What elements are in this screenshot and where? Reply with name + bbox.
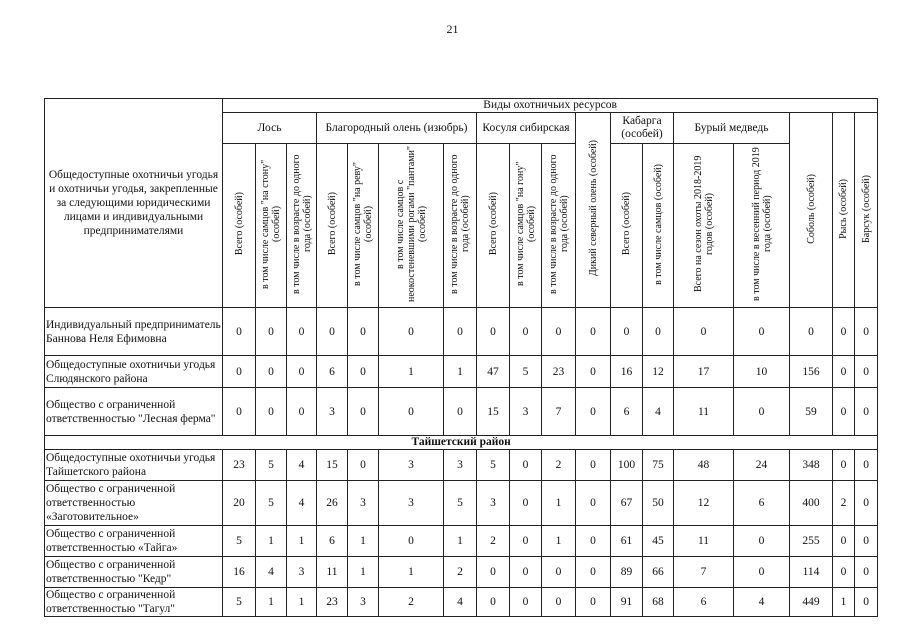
table-cell: 6 [734, 481, 790, 526]
table-cell: 0 [790, 308, 833, 356]
org-name: Общедоступные охотничьи угодья Слюдянского района [45, 356, 223, 388]
table-cell: 0 [855, 450, 878, 481]
hunting-resources-table [44, 98, 878, 617]
col-musk-total: Всего (особей) [611, 144, 643, 308]
org-name: Общедоступные охотничьи угодья Тайшетского района [45, 450, 223, 481]
table-cell: 0 [734, 388, 790, 436]
table-cell: 3 [379, 450, 444, 481]
table-cell: 0 [477, 588, 510, 617]
table-cell: 0 [833, 308, 855, 356]
col-roe-males: в том числе самцов "на гону" (особей) [510, 144, 542, 308]
table-cell: 0 [223, 308, 256, 356]
table-cell: 0 [348, 308, 379, 356]
table-cell: 68 [643, 588, 674, 617]
table-cell: 11 [674, 388, 734, 436]
table-cell: 0 [855, 588, 878, 617]
table-cell: 4 [643, 388, 674, 436]
table-cell: 0 [256, 308, 287, 356]
col-deer-young: в том числе в возрасте до одного года (особей) [444, 144, 477, 308]
col-deer-males: в том числе самцов "на реву" (особей) [348, 144, 379, 308]
table-row [45, 356, 878, 388]
table-cell: 400 [790, 481, 833, 526]
table-cell: 0 [379, 526, 444, 557]
org-name: Общество с ограниченной ответственностью "Кедр" [45, 557, 223, 588]
table-cell: 5 [256, 450, 287, 481]
table-cell: 0 [379, 308, 444, 356]
table-cell: 75 [643, 450, 674, 481]
table-cell: 0 [510, 450, 542, 481]
table-cell: 2 [477, 526, 510, 557]
table-cell: 3 [477, 481, 510, 526]
table-cell: 0 [510, 481, 542, 526]
table-cell: 1 [542, 481, 576, 526]
table-cell: 0 [287, 308, 317, 356]
table-cell: 1 [542, 526, 576, 557]
org-name: Общество с ограниченной ответственностью "Лесная ферма" [45, 388, 223, 436]
table-cell: 0 [576, 308, 611, 356]
table-cell: 0 [611, 308, 643, 356]
table-cell: 17 [674, 356, 734, 388]
table-cell: 0 [734, 526, 790, 557]
org-name: Общество с ограниченной ответственностью «Тайга» [45, 526, 223, 557]
table-cell: 5 [223, 588, 256, 617]
org-column-header: Общедоступные охотничьи угодья и охотничьи угодья, закрепленные за следующими юридическими лицами и индивидуальными предпринимателями [45, 99, 223, 308]
table-cell: 11 [317, 557, 348, 588]
table-cell: 59 [790, 388, 833, 436]
table-cell: 0 [287, 356, 317, 388]
table-row [45, 588, 878, 617]
table-cell: 100 [611, 450, 643, 481]
table-cell: 3 [287, 557, 317, 588]
table-cell: 0 [833, 526, 855, 557]
table-cell: 91 [611, 588, 643, 617]
table-cell: 1 [444, 526, 477, 557]
table-cell: 1 [348, 557, 379, 588]
table-cell: 12 [643, 356, 674, 388]
table-cell: 1 [256, 588, 287, 617]
table-cell: 2 [379, 588, 444, 617]
table-cell: 16 [611, 356, 643, 388]
table-cell: 3 [348, 481, 379, 526]
table-cell: 1 [379, 356, 444, 388]
table-cell: 114 [790, 557, 833, 588]
table-cell: 48 [674, 450, 734, 481]
page-number: 21 [446, 22, 459, 36]
col-sable: Соболь (особей) [790, 113, 833, 308]
table-cell: 6 [317, 526, 348, 557]
table-cell: 0 [477, 557, 510, 588]
table-cell: 1 [348, 526, 379, 557]
table-cell: 2 [542, 450, 576, 481]
table-cell: 10 [734, 356, 790, 388]
group-musk: Кабарга (особей) [611, 113, 674, 144]
table-cell: 0 [833, 557, 855, 588]
table-cell: 0 [444, 308, 477, 356]
table-cell: 15 [477, 388, 510, 436]
table-cell: 0 [734, 308, 790, 356]
table-cell: 67 [611, 481, 643, 526]
table-cell: 0 [576, 388, 611, 436]
table-cell: 0 [576, 356, 611, 388]
col-deer-total: Всего (особей) [317, 144, 348, 308]
col-badger: Барсук (особей) [855, 113, 878, 308]
table-cell: 0 [510, 308, 542, 356]
table-cell: 0 [855, 557, 878, 588]
table-cell: 1 [833, 588, 855, 617]
table-cell: 23 [542, 356, 576, 388]
table-cell: 4 [734, 588, 790, 617]
table-cell: 0 [542, 557, 576, 588]
table-cell: 15 [317, 450, 348, 481]
table-cell: 0 [379, 388, 444, 436]
table-cell: 0 [256, 388, 287, 436]
table-cell: 5 [444, 481, 477, 526]
table-cell: 0 [576, 481, 611, 526]
table-cell: 0 [833, 388, 855, 436]
table-cell: 0 [855, 356, 878, 388]
group-deer: Благородный олень (изюбрь) [317, 113, 477, 144]
org-name: Общество с ограниченной ответственностью "Тагул" [45, 588, 223, 617]
col-elk-total: Всего (особей) [223, 144, 256, 308]
col-reindeer: Дикий северный олень (особей) [576, 113, 611, 308]
table-row [45, 308, 878, 356]
table-cell: 0 [287, 388, 317, 436]
org-name: Индивидуальный предприниматель Баннова Неля Ефимовна [45, 308, 223, 356]
table-cell: 6 [611, 388, 643, 436]
table-cell: 7 [674, 557, 734, 588]
table-cell: 348 [790, 450, 833, 481]
table-row [45, 557, 878, 588]
table-cell: 3 [348, 588, 379, 617]
table-cell: 4 [287, 481, 317, 526]
table-cell: 3 [444, 450, 477, 481]
table-cell: 5 [477, 450, 510, 481]
table-cell: 0 [348, 388, 379, 436]
table-cell: 0 [833, 450, 855, 481]
table-cell: 0 [256, 356, 287, 388]
table-cell: 449 [790, 588, 833, 617]
table-cell: 12 [674, 481, 734, 526]
table-cell: 0 [510, 557, 542, 588]
table-cell: 3 [379, 481, 444, 526]
col-roe-young: в том числе в возрасте до одного года (особей) [542, 144, 576, 308]
table-cell: 1 [256, 526, 287, 557]
col-elk-young: в том числе в возрасте до одного года (особей) [287, 144, 317, 308]
group-elk: Лось [223, 113, 317, 144]
table-cell: 5 [223, 526, 256, 557]
table-cell: 2 [833, 481, 855, 526]
col-deer-antlers: в том числе самцов с неокостеневшими рогами "пантами" (особей) [379, 144, 444, 308]
table-cell: 0 [643, 308, 674, 356]
table-cell: 0 [444, 388, 477, 436]
table-cell: 0 [542, 588, 576, 617]
table-cell: 1 [287, 526, 317, 557]
table-cell: 24 [734, 450, 790, 481]
table-row [45, 481, 878, 526]
table-cell: 3 [317, 388, 348, 436]
table-cell: 20 [223, 481, 256, 526]
table-cell: 89 [611, 557, 643, 588]
table-cell: 2 [444, 557, 477, 588]
table-cell: 0 [510, 526, 542, 557]
table-cell: 0 [833, 356, 855, 388]
col-bear-spring: в том числе в весенний период 2019 года (особей) [734, 144, 790, 308]
resources-title: Виды охотничьих ресурсов [223, 99, 878, 113]
table-cell: 0 [576, 588, 611, 617]
org-name: Общество с ограниченной ответственностью «Заготовительное» [45, 481, 223, 526]
table-cell: 0 [855, 308, 878, 356]
table-cell: 11 [674, 526, 734, 557]
col-musk-males: в том числе самцов (особей) [643, 144, 674, 308]
section-title: Тайшетский район [45, 436, 878, 450]
table-cell: 6 [317, 356, 348, 388]
table-cell: 0 [477, 308, 510, 356]
table-cell: 156 [790, 356, 833, 388]
table-cell: 50 [643, 481, 674, 526]
table-cell: 0 [510, 588, 542, 617]
table-cell: 66 [643, 557, 674, 588]
table-cell: 0 [855, 526, 878, 557]
table-cell: 1 [444, 356, 477, 388]
table-cell: 5 [510, 356, 542, 388]
table-cell: 0 [576, 450, 611, 481]
table-cell: 26 [317, 481, 348, 526]
table-cell: 255 [790, 526, 833, 557]
table-row [45, 450, 878, 481]
group-bear: Бурый медведь [674, 113, 790, 144]
table-cell: 61 [611, 526, 643, 557]
table-cell: 0 [348, 356, 379, 388]
table-cell: 5 [256, 481, 287, 526]
table-cell: 16 [223, 557, 256, 588]
table-cell: 4 [256, 557, 287, 588]
table-row [45, 526, 878, 557]
col-elk-males: в том числе самцов "на стону" (особей) [256, 144, 287, 308]
group-roe: Косуля сибирская [477, 113, 576, 144]
table-cell: 0 [734, 557, 790, 588]
table-cell: 0 [855, 388, 878, 436]
table-cell: 4 [444, 588, 477, 617]
col-roe-total: Всего (особей) [477, 144, 510, 308]
table-cell: 0 [317, 308, 348, 356]
table-cell: 47 [477, 356, 510, 388]
table-cell: 0 [223, 388, 256, 436]
col-lynx: Рысь (особей) [833, 113, 855, 308]
table-cell: 0 [855, 481, 878, 526]
table-cell: 45 [643, 526, 674, 557]
table-cell: 1 [287, 588, 317, 617]
table-cell: 0 [674, 308, 734, 356]
table-row [45, 388, 878, 436]
table-cell: 23 [223, 450, 256, 481]
table-cell: 23 [317, 588, 348, 617]
table-cell: 0 [576, 557, 611, 588]
col-bear-season: Всего на сезон охоты 2018-2019 годов (особей) [674, 144, 734, 308]
table-cell: 6 [674, 588, 734, 617]
table-cell: 3 [510, 388, 542, 436]
table-cell: 0 [576, 526, 611, 557]
table-cell: 4 [287, 450, 317, 481]
table-cell: 1 [379, 557, 444, 588]
table-cell: 0 [542, 308, 576, 356]
table-cell: 0 [348, 450, 379, 481]
table-cell: 7 [542, 388, 576, 436]
table-cell: 0 [223, 356, 256, 388]
